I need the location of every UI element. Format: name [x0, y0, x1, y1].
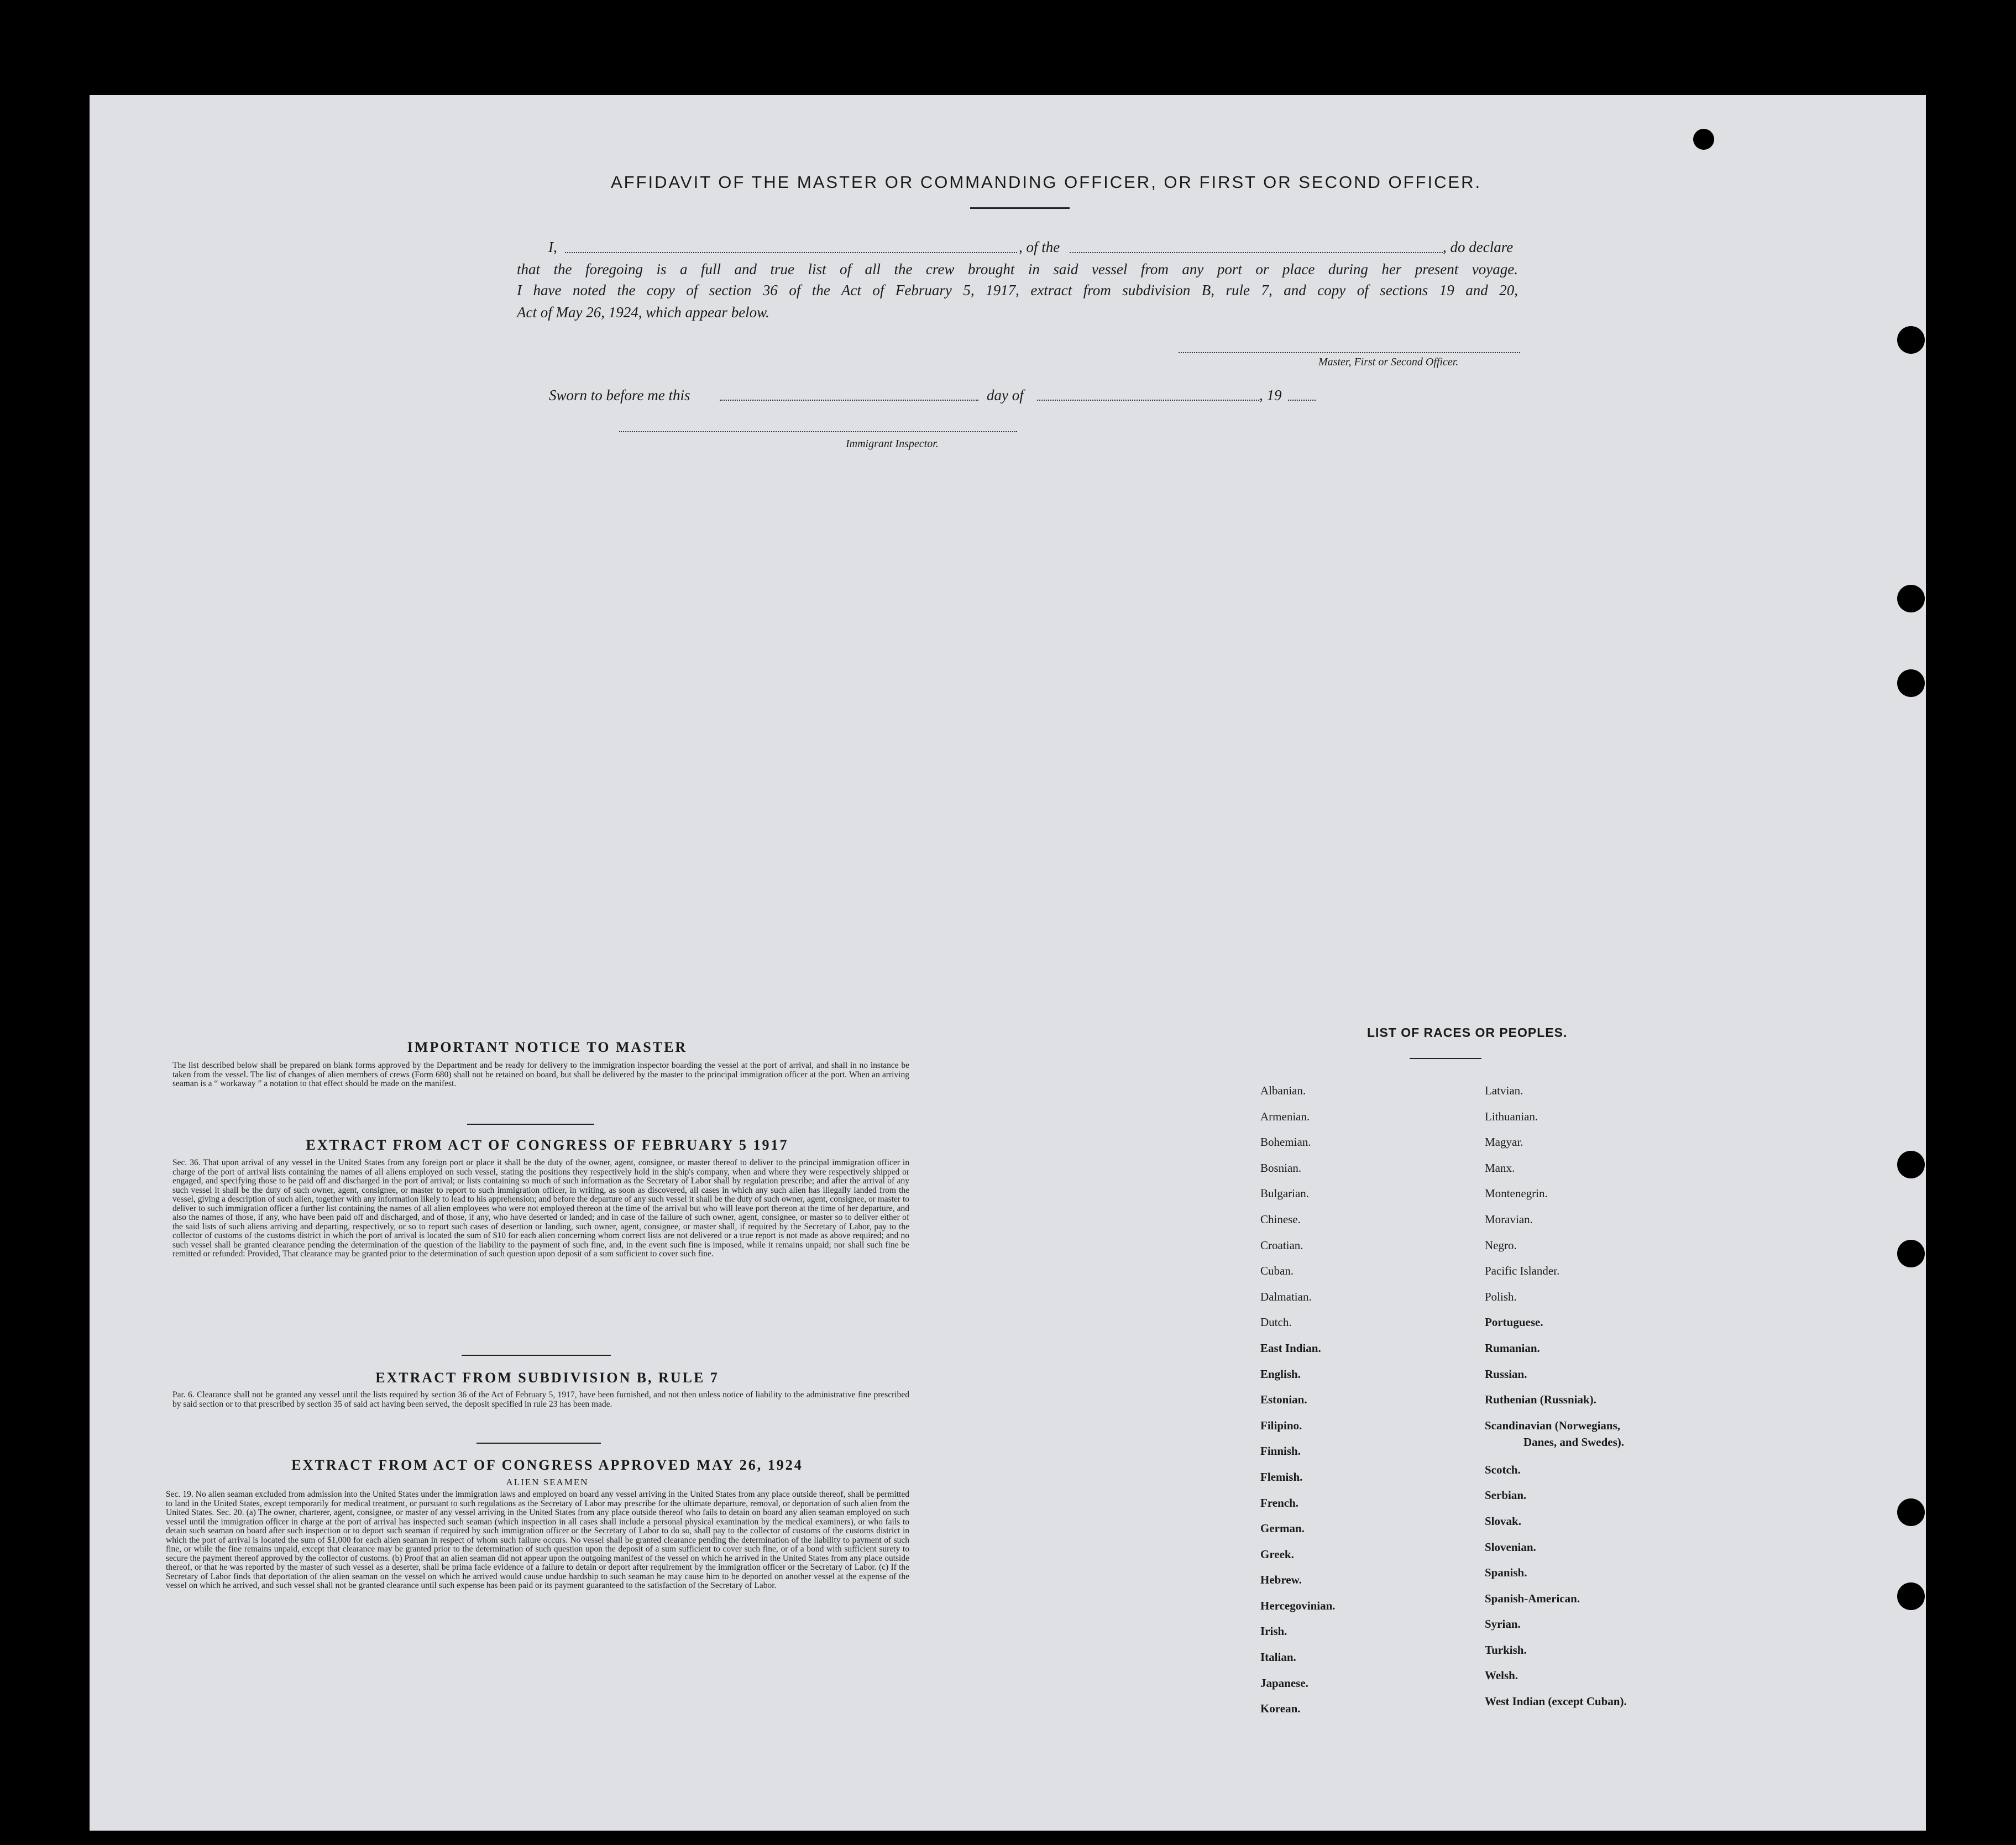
- year-label: , 19: [1259, 387, 1282, 403]
- i-label: I,: [548, 239, 557, 255]
- punch-hole: [1897, 326, 1925, 354]
- master-signature-field[interactable]: [1179, 352, 1520, 353]
- races-left-column: [1260, 1078, 1336, 1722]
- race-item: Hebrew.: [1260, 1573, 1302, 1587]
- race-item: Negro.: [1485, 1238, 1517, 1252]
- race-item: Serbian.: [1485, 1488, 1527, 1502]
- affidavit-line-4: Act of May 26, 1924, which appear below.: [517, 304, 769, 321]
- race-item: Finnish.: [1260, 1444, 1301, 1458]
- sworn-day-field[interactable]: [720, 400, 978, 401]
- race-item: Spanish-American.: [1485, 1591, 1580, 1605]
- extract-1924-title: EXTRACT FROM ACT OF CONGRESS APPROVED MAY 26, 1924: [291, 1457, 803, 1473]
- race-item: Chinese.: [1260, 1212, 1301, 1226]
- master-name-field[interactable]: [565, 252, 1017, 253]
- extract-1917-text: Sec. 36. That upon arrival of any vessel in the United States from any foreign port or place it shall be the duty of the owner, agent, consignee, or master thereof to deliver to the principal immigration officer in charge of the port of arrival lists containing the names of all aliens employed on such vessel, stating the positions they respectively hold in the ship's company, when and where they were respectively shipped or engaged, and specifying those to be paid off and discharged in the port of arrival; or lists containing so much of such information as the Secretary of Labor shall by regulation prescribe; and after the arrival of any such vessel it shall be the duty of such owner, agent, consignee, or master to report to such immigration officer, in writing, as soon as discovered, all cases in which any such alien has illegally landed from the vessel, giving a description of such alien, together with any information likely to lead to his apprehension; and before the departure of any such vessel it shall be the duty of such owner, agent, consignee, or master to deliver to such immigration officer a further list containing the names of all alien employees who were not employed thereon at the time of the arrival but who will leave port thereon at the time of her departure, and also the names of those, if any, who have been paid off and discharged, and of those, if any, who have deserted or landed; and in case of the failure of such owner, agent, consignee, or master so to deliver either of the said lists of such aliens arriving and departing, respectively, or so to report such cases of desertion or landing, such owner, agent, consignee, or master shall, if required by the Secretary of Labor, pay to the collector of customs of the customs district in which the port of arrival is located the sum of $10 for each alien concerning whom correct lists are not delivered or a true report is not made as above required; and no such vessel shall be granted clearance pending the determination of the question of the liability to the payment of such fine, and, in the event such fine is imposed, while it remains unpaid; nor shall such fine be remitted or refunded: Provided, That clearance may be granted prior to the determination of such question upon deposit of a sum sufficient to cover such fine.: [172, 1158, 909, 1259]
- race-item-wrapped: [1485, 1413, 1627, 1457]
- races-title: LIST OF RACES OR PEOPLES.: [1367, 1025, 1568, 1040]
- race-item: Montenegrin.: [1485, 1187, 1548, 1201]
- race-item: English.: [1260, 1367, 1301, 1381]
- race-item: Italian.: [1260, 1650, 1296, 1664]
- race-item-continuation: Danes, and Swedes).: [1523, 1435, 1625, 1449]
- race-item: East Indian.: [1260, 1341, 1321, 1355]
- punch-hole: [1897, 1498, 1925, 1526]
- race-item: Albanian.: [1260, 1084, 1306, 1097]
- race-item: Magyar.: [1485, 1135, 1523, 1149]
- punch-hole: [1897, 1582, 1925, 1610]
- sworn-label: Sworn to before me this: [549, 387, 690, 403]
- master-signature-label: Master, First or Second Officer.: [1318, 356, 1459, 368]
- race-item: Bulgarian.: [1260, 1187, 1310, 1201]
- race-item: Scotch.: [1485, 1463, 1521, 1476]
- race-item: Japanese.: [1260, 1676, 1308, 1690]
- race-item: Spanish.: [1485, 1566, 1527, 1580]
- race-item: Cuban.: [1260, 1264, 1294, 1278]
- race-item: Slovenian.: [1485, 1540, 1536, 1554]
- punch-hole: [1897, 669, 1925, 697]
- race-item: Portuguese.: [1485, 1315, 1543, 1329]
- race-item: Turkish.: [1485, 1643, 1527, 1657]
- divider: [467, 1124, 594, 1125]
- extract-1924-text: Sec. 19. No alien seaman excluded from admission into the United States under the immigration laws and employed on board any vessel arriving in the United States from any place outside thereof, shall be permitted to land in the United States, except temporarily for medical treatment, or pursuant to such regulations as the Secretary of Labor may prescribe for the ultimate departure, removal, or deportation of such alien from the United States. Sec. 20. (a) The owner, charterer, agent, consignee, or master of any vessel arriving in the United States from any place outside thereof who fails to detain on board any alien seaman employed on such vessel until the immigration officer in charge at the port of arrival has inspected such seaman (which inspection in all cases shall include a personal physical examination by the medical examiners), or who fails to detain such seaman on board after such inspection or to deport such seaman if required by such immigration officer or the Secretary of Labor to do so, shall pay to the collector of customs of the customs district in which the port of arrival is located the sum of $1,000 for each alien seaman in respect of whom such failure occurs. No vessel shall be granted clearance pending the determination of the liability to payment of such fine, or while the fine remains unpaid, except that clearance may be granted prior to the determination of such question upon the deposit of a sum sufficient to cover such fine, or of a bond with sufficient surety to secure the payment thereof approved by the collector of customs. (b) Proof that an alien seaman did not appear upon the outgoing manifest of the vessel on which he arrived in the United States from any place outside thereof, or that he was reported by the master of such vessel as a deserter, shall be prima facie evidence of a failure to detain or deport after requirement by the immigration officer or the Secretary of Labor. (c) If the Secretary of Labor finds that deportation of the alien seaman on the vessel on which he arrived would cause undue hardship to such seaman he may cause him to be deported on another vessel at the expense of the vessel on which he arrived, and such vessel shall not be granted clearance until such expense has been paid or its payment guaranteed to the satisfaction of the Secretary of Labor.: [166, 1490, 909, 1590]
- race-item: Rumanian.: [1485, 1341, 1540, 1355]
- race-item: Slovak.: [1485, 1514, 1521, 1528]
- race-item: Syrian.: [1485, 1617, 1521, 1631]
- race-item: Polish.: [1485, 1290, 1517, 1303]
- race-item: Ruthenian (Russniak).: [1485, 1393, 1596, 1407]
- title-underline: [970, 207, 1070, 209]
- race-item: Russian.: [1485, 1367, 1527, 1381]
- race-item: French.: [1260, 1496, 1299, 1509]
- race-item: Estonian.: [1260, 1393, 1307, 1407]
- race-item: Korean.: [1260, 1702, 1301, 1716]
- divider: [476, 1443, 601, 1444]
- affidavit-title: AFFIDAVIT OF THE MASTER OR COMMANDING OFFICER, OR FIRST OR SECOND OFFICER.: [611, 172, 1482, 192]
- race-item: Hercegovinian.: [1260, 1598, 1336, 1612]
- race-item: Bosnian.: [1260, 1161, 1302, 1175]
- races-right-column: [1485, 1078, 1627, 1715]
- race-item-line: Scandinavian (Norwegians,: [1485, 1418, 1621, 1432]
- vessel-name-field[interactable]: [1070, 252, 1443, 253]
- race-item: Dutch.: [1260, 1315, 1292, 1329]
- race-item: Dalmatian.: [1260, 1290, 1312, 1303]
- race-item: Welsh.: [1485, 1669, 1518, 1682]
- sworn-month-field[interactable]: [1037, 400, 1259, 401]
- extract-rule7-title: EXTRACT FROM SUBDIVISION B, RULE 7: [375, 1370, 719, 1386]
- punch-hole: [1897, 585, 1925, 612]
- race-item: Manx.: [1485, 1161, 1515, 1175]
- race-item: Irish.: [1260, 1624, 1287, 1638]
- inspector-label: Immigrant Inspector.: [846, 438, 939, 450]
- race-item: German.: [1260, 1522, 1305, 1535]
- punch-hole: [1897, 1240, 1925, 1267]
- day-of-label: day of: [987, 387, 1024, 403]
- of-the-label: , of the: [1019, 239, 1060, 255]
- do-declare-label: , do declare: [1443, 239, 1514, 255]
- extract-1924-subtitle: ALIEN SEAMEN: [506, 1477, 589, 1487]
- race-item: Lithuanian.: [1485, 1109, 1538, 1123]
- race-item: Bohemian.: [1260, 1135, 1311, 1149]
- sworn-year-field[interactable]: [1288, 400, 1316, 401]
- race-item: Croatian.: [1260, 1238, 1303, 1252]
- punch-hole: [1897, 1151, 1925, 1178]
- race-item: Latvian.: [1485, 1084, 1523, 1097]
- divider: [462, 1355, 611, 1356]
- affidavit-line-3: I have noted the copy of section 36 of the Act of February 5, 1917, extract from subdivision B, rule 7, and copy of sections 19 and 20,: [517, 282, 1518, 298]
- race-item: Moravian.: [1485, 1212, 1533, 1226]
- extract-1917-title: EXTRACT FROM ACT OF CONGRESS OF FEBRUARY 5 1917: [306, 1137, 789, 1153]
- inspector-signature-field[interactable]: [619, 431, 1017, 432]
- race-item: Filipino.: [1260, 1418, 1302, 1432]
- races-underline: [1410, 1058, 1481, 1059]
- race-item: Pacific Islander.: [1485, 1264, 1560, 1278]
- notice-text: The list described below shall be prepared on blank forms approved by the Department and be ready for delivery to the immigration inspector boarding the vessel at the port of arrival, and shall in no instance be taken from the vessel. The list of changes of alien members of crews (Form 680) shall not be retained on board, but shall be delivered by the master to the principal immigration officer at the port. When an arriving seaman is a “ workaway ” a notation to that effect should be made on the manifest.: [172, 1061, 909, 1088]
- notice-title: IMPORTANT NOTICE TO MASTER: [407, 1039, 688, 1055]
- race-item: Armenian.: [1260, 1109, 1310, 1123]
- punch-hole: [1693, 129, 1714, 150]
- race-item: Greek.: [1260, 1547, 1294, 1561]
- extract-rule7-text: Par. 6. Clearance shall not be granted any vessel until the lists required by section 36 of the Act of February 5, 1917, have been furnished, and not then unless notice of liability to the administrative fine prescribed by said section or to that prescribed by section 35 of said act having been served, the deposit specified in rule 23 has been made.: [172, 1390, 909, 1409]
- affidavit-line-2: that the foregoing is a full and true list of all the crew brought in said vessel from any port or place during her present voyage.: [517, 261, 1518, 277]
- race-item: West Indian (except Cuban).: [1485, 1695, 1627, 1708]
- race-item: Flemish.: [1260, 1470, 1303, 1484]
